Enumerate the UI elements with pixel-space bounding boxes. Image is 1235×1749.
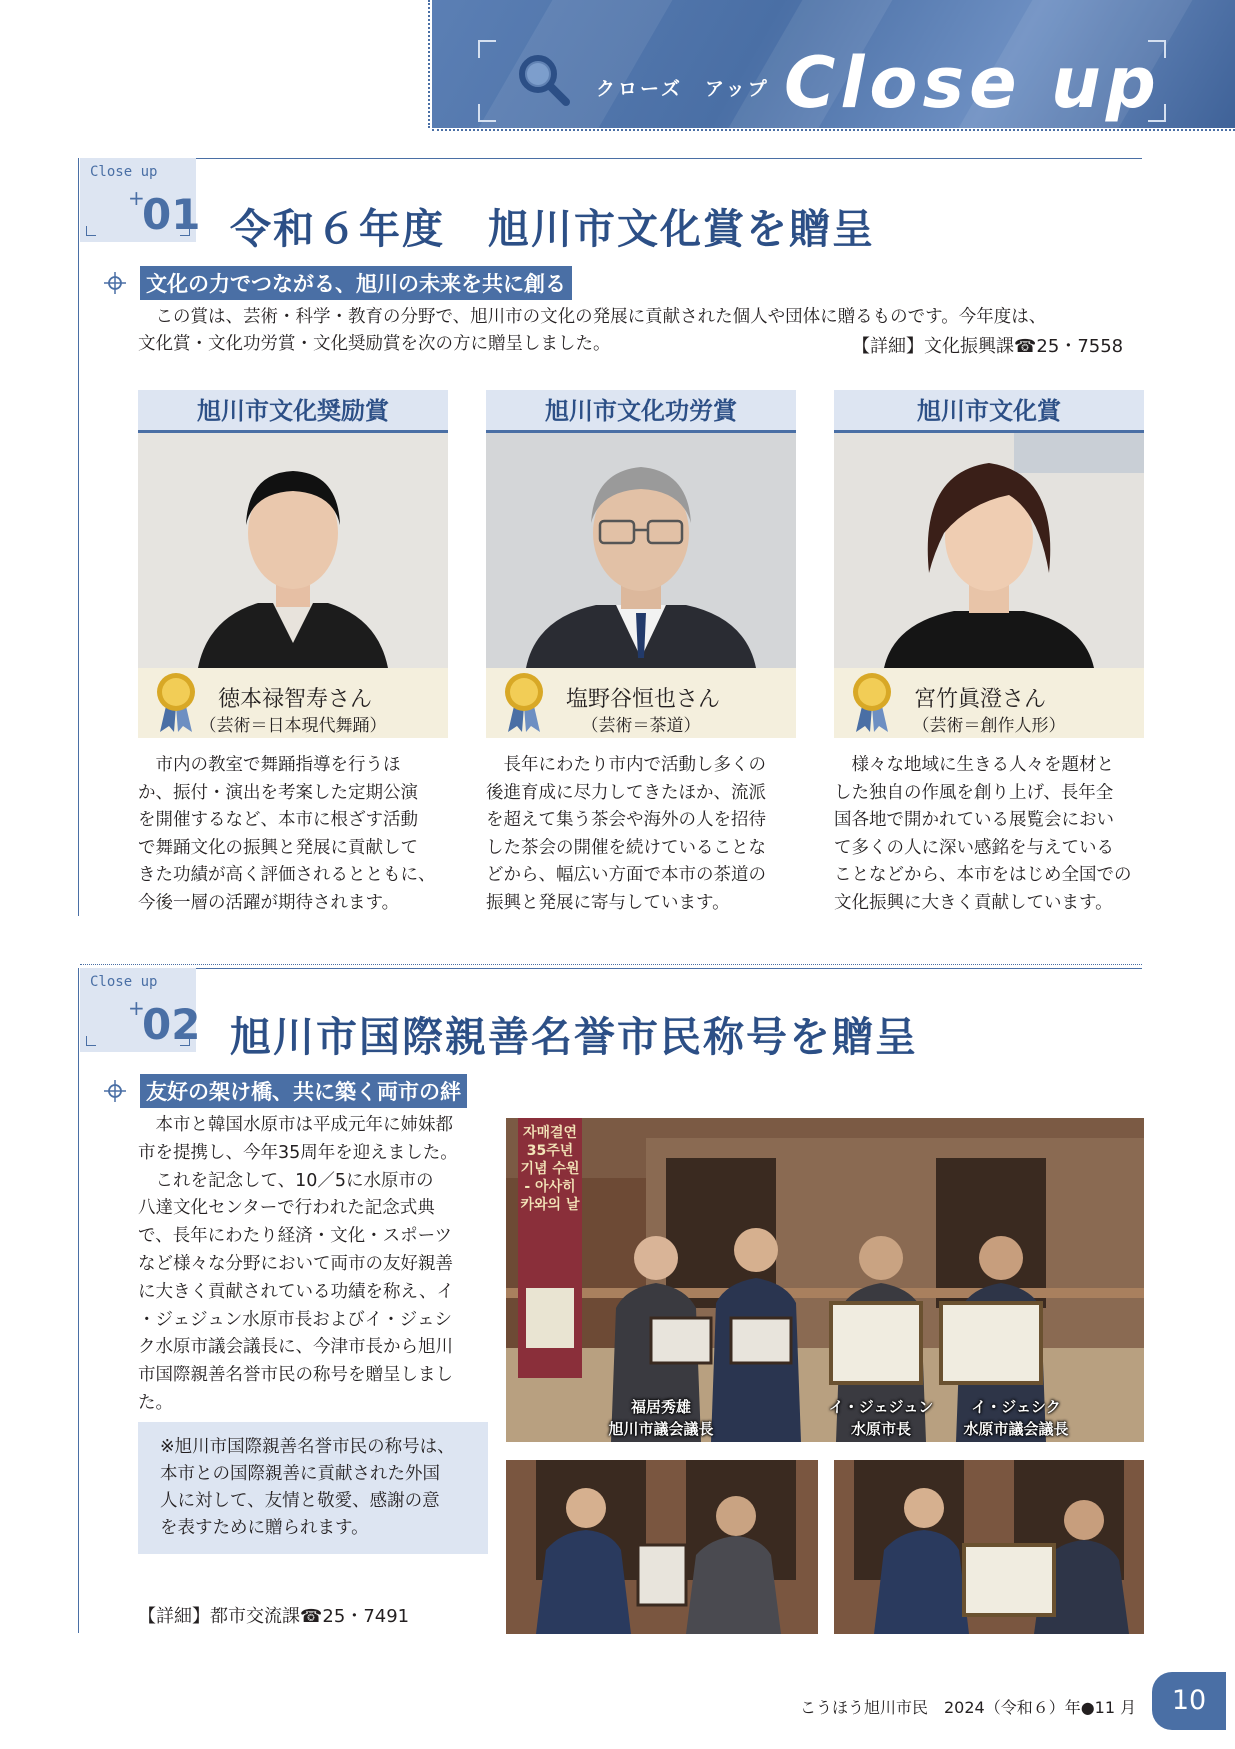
intro-line: 文化賞・文化功労賞・文化奨励賞を次の方に贈呈しました。 [138,334,611,354]
certificate-photo [834,1460,1144,1634]
photo-caption [816,1396,946,1440]
award-description [486,752,796,917]
desc-line: 今後一層の活躍が期待されます。 [138,892,400,913]
desc-line: ことなどから、本市をはじめ全国での [834,865,1132,885]
section-divider [80,968,1142,969]
badge-number: 01 [142,190,201,239]
caption-role: 水原市長 [850,1420,911,1438]
caption-name: イ・ジェジュン [828,1398,934,1416]
body-line: ク水原市議会議長に、今津市長から旭川 [138,1337,453,1358]
subheading-text: 友好の架け橋、共に築く両市の絆 [140,1074,467,1108]
corner-mark [180,1036,190,1046]
plus-icon: + [128,996,145,1020]
handover-photo [506,1460,818,1634]
note-line: 本市との国際親善に貢献された外国 [160,1464,440,1484]
header-title: Close up [784,42,1161,124]
award-title: 旭川市文化賞 [834,390,1144,433]
portrait-photo [138,433,448,668]
award-name-panel [834,668,1144,738]
portrait-photo [834,433,1144,668]
subheading [104,266,572,300]
section-divider [80,158,1142,159]
crosshair-icon [104,272,126,294]
desc-line: で舞踊文化の振興と発展に貢献して [138,837,418,858]
recipient-field: （芸術＝茶道） [581,716,701,736]
desc-line: 様々な地域に生きる人々を題材と [834,755,1114,775]
desc-line: 市内の教室で舞踊指導を行うほ [138,755,401,775]
note-line: 人に対して、友情と敬愛、感謝の意 [160,1491,440,1511]
group-photo [506,1118,1144,1442]
plus-icon: + [128,186,145,210]
portrait-photo [486,433,796,668]
desc-line: 文化振興に大きく貢献しています。 [834,892,1113,913]
contact-detail: 【詳細】文化振興課☎25・7558 [852,336,1124,357]
publication-info: こうほう旭川市民 2024（令和６）年●11 月 [800,1698,1137,1717]
section-title: 旭川市国際親善名誉市民称号を贈呈 [230,1013,918,1061]
desc-line: した独自の作風を創り上げ、長年全 [834,782,1114,803]
note-line: ※旭川市国際親善名誉市民の称号は、 [160,1437,455,1457]
award-card [138,390,448,738]
body-line: 市国際親善名誉市民の称号を贈呈しまし [138,1365,453,1386]
intro-line: この賞は、芸術・科学・教育の分野で、旭川市の文化の発展に貢献された個人や団体に贈るものです。今年度は、 [138,307,1047,327]
body-line: で、長年にわたり経済・文化・スポーツ [138,1226,452,1247]
body-line: 市を提携し、今年35周年を迎えました。 [138,1142,458,1163]
desc-line: どから、幅広い方面で本市の茶道の [486,865,766,885]
section-badge [80,968,201,1052]
section-divider [80,964,1142,965]
magnifier-icon [516,52,572,108]
body-line: ・ジェジュン水原市長およびイ・ジェシ [138,1309,452,1330]
recipient-name: 徳本禄智寿さん [218,687,373,712]
section-title: 令和６年度 旭川市文化賞を贈呈 [230,205,875,253]
award-title: 旭川市文化功労賞 [486,390,796,433]
caption-role: 水原市議会議長 [963,1420,1069,1438]
corner-mark [478,104,496,122]
corner-mark [86,1036,96,1046]
header-bottom-divider [432,129,1235,131]
section-left-rule [78,968,79,1633]
header-divider [428,0,430,128]
header-kana: クローズ アップ [596,78,770,100]
note-line: を表すために贈られます。 [160,1518,369,1538]
badge-number: 02 [142,1000,201,1049]
recipient-name: 塩野谷恒也さん [566,687,721,712]
desc-line: 国各地で開かれている展覧会におい [834,810,1114,830]
body-line: これを記念して、10／5に水原市の [138,1170,434,1191]
award-description [138,752,448,917]
subheading [104,1074,467,1108]
corner-mark [86,226,96,236]
desc-line: か、振付・演出を考案した定期公演 [138,782,418,803]
award-title: 旭川市文化奨励賞 [138,390,448,433]
desc-line: て多くの人に深い感銘を与えている [834,837,1114,858]
section-badge [80,158,201,242]
desc-line: 振興と発展に寄与しています。 [486,892,730,913]
caption-name: 福居秀雄 [630,1398,691,1416]
award-name-panel [138,668,448,738]
section-left-rule [78,158,79,916]
photo-caption [596,1396,726,1440]
photo-caption [946,1396,1086,1440]
page-number: 10 [1152,1672,1226,1730]
corner-mark [478,40,496,58]
contact-detail: 【詳細】都市交流課☎25・7491 [138,1606,410,1627]
banner-text: 자매결연35주년기념 수원 - 아사히카와의 날 [520,1125,580,1213]
award-description [834,752,1144,917]
desc-line: を超えて集う茶会や海外の人を招待 [486,810,766,830]
award-card [834,390,1144,738]
body-line: に大きく貢献されている功績を称え、イ [138,1281,455,1302]
corner-mark [180,226,190,236]
desc-line: を開催するなど、本市に根ざす活動 [138,810,418,830]
recipient-field: （芸術＝日本現代舞踊） [199,716,387,736]
body-line: た。 [138,1392,173,1413]
badge-label: Close up [90,164,158,180]
body-line: 八達文化センターで行われた記念式典 [138,1198,435,1219]
badge-label: Close up [90,974,158,990]
body-line: 本市と韓国水原市は平成元年に姉妹都 [138,1115,453,1135]
section2-body [138,1112,493,1418]
body-line: など様々な分野において両市の友好親善 [138,1253,453,1274]
recipient-field: （芸術＝創作人形） [912,716,1066,736]
desc-line: 長年にわたり市内で活動し多くの [486,755,766,775]
desc-line: 後進育成に尽力してきたほか、流派 [486,782,766,803]
caption-role: 旭川市議会議長 [608,1420,714,1438]
award-card [486,390,796,738]
crosshair-icon [104,1080,126,1102]
desc-line: きた功績が高く評価されるとともに、 [138,865,436,885]
caption-name: イ・ジェシク [971,1398,1061,1416]
recipient-name: 宮竹眞澄さん [914,687,1047,712]
desc-line: した茶会の開催を続けていることな [486,837,766,858]
award-name-panel [486,668,796,738]
subheading-text: 文化の力でつながる、旭川の未来を共に創る [140,266,572,300]
note-box [138,1422,488,1554]
